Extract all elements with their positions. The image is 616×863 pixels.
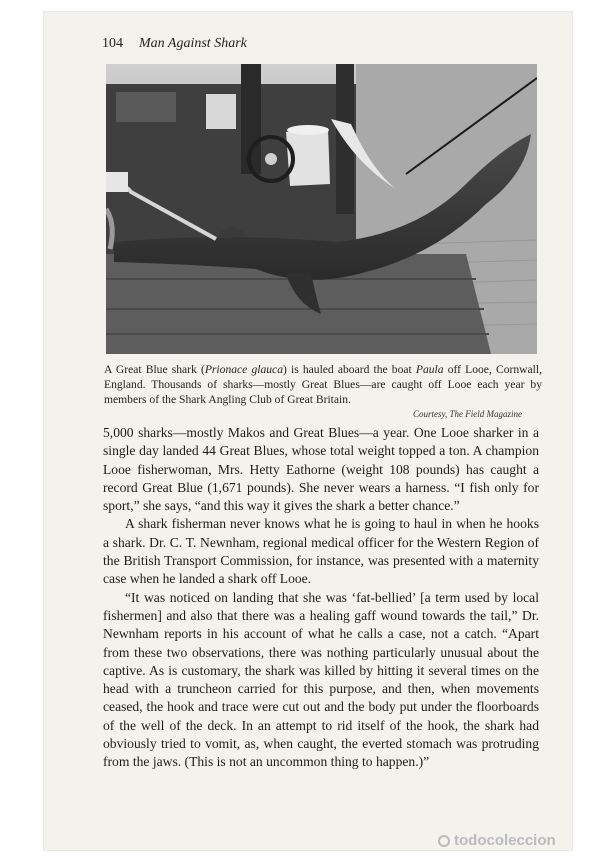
caption-text: off Looe, Cornwall, England. Thousands of sharks—mostly Great Blues—are caught off Looe each year by members of the Shark Angling Club of Great Britain. [104, 363, 543, 406]
paragraph: 5,000 sharks—mostly Makos and Great Blues—a year. One Looe sharker in a single day landed 44 Great Blues, whose total weight topped a ton. A champion Looe fisherwoman, Mrs. Hetty Eathorne (weight 108 pounds) has caught a record Great Blue (1,671 pounds). She never wears a harness. “I fish only for sport,” she says, “and this way it gives the shark a better chance.” [103, 425, 539, 514]
watermark-text: todocoleccion [454, 832, 556, 849]
watermark-logo [438, 832, 556, 849]
watermark-dot-icon [438, 835, 450, 847]
body-text [103, 424, 539, 772]
paragraph: “It was noticed on landing that she was ‘fat-bellied’ [a term used by local fishermen] and also that there was a healing gaff wound towards the tail,” Dr. Newnham reports in his account of what he calls a case, not a catch. “Apart from these two observations, there was nothing particularly unusual about the captive. As is customary, the shark was killed by hitting it several times on the head with a truncheon carried for this purpose, and then, when movements ceased, the hook and trace were cut out and the body put under the floorboards of the well of the deck. In an attempt to rid itself of the hook, the shark had obviously tried to vomit, as, when caught, the everted stomach was protruding from the jaws. (This is not an uncommon thing to happen.)” [103, 589, 539, 770]
photo-credit [413, 409, 522, 419]
figure-caption [104, 362, 542, 407]
running-head [102, 36, 247, 52]
caption-text: A Great Blue shark ( [104, 363, 205, 376]
shark-photo [106, 64, 537, 354]
caption-boat-name: Paula [415, 363, 444, 376]
credit-prefix: Courtesy, [412, 409, 450, 419]
book-page [44, 12, 572, 850]
book-title: Man Against Shark [139, 36, 247, 51]
paragraph: A shark fisherman never knows what he is going to haul in when he hooks a shark. Dr. C. T. Newnham, regional medical officer for the Western Region of the British Transport Commission, for instance, was presented with a maternity case when he landed a shark off Looe. [103, 516, 539, 587]
page-number: 104 [102, 36, 123, 51]
caption-species: Prionace glauca [204, 363, 283, 376]
credit-source: The Field Magazine [449, 409, 522, 419]
caption-text: ) is hauled aboard the boat [283, 363, 416, 376]
